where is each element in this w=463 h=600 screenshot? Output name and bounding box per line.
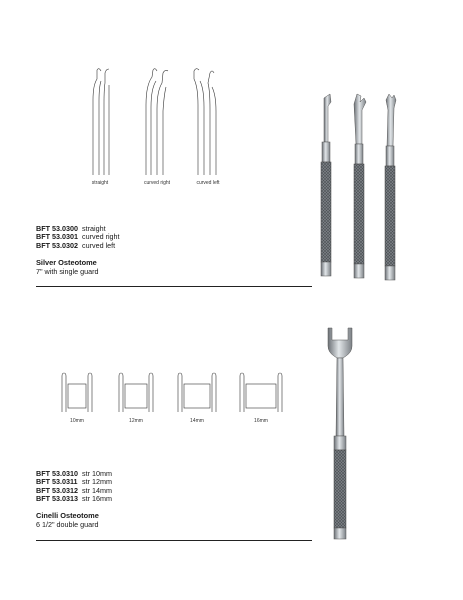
caption-16mm: 16mm xyxy=(254,418,268,424)
caption-curved-right: curved right xyxy=(143,180,171,186)
product-desc: straight xyxy=(82,224,106,233)
product-subtitle-cinelli: 6 1/2" double guard xyxy=(36,520,99,529)
product-desc: str 14mm xyxy=(82,485,112,495)
section-divider xyxy=(36,286,312,287)
product-desc: curved left xyxy=(82,240,116,250)
drawing-curved-left-osteotome xyxy=(188,65,224,175)
caption-curved-left: curved left xyxy=(196,180,220,186)
caption-14mm: 14mm xyxy=(190,418,204,424)
photo-instrument-straight xyxy=(321,94,331,276)
drawing-curved-right-osteotome xyxy=(138,65,174,175)
photo-silver-osteotomes xyxy=(316,92,416,287)
product-subtitle-silver: 7" with single guard xyxy=(36,267,99,276)
caption-10mm: 10mm xyxy=(70,418,84,424)
product-title-cinelli: Cinelli Osteotome xyxy=(36,511,99,520)
product-row xyxy=(36,242,120,250)
caption-12mm: 12mm xyxy=(129,418,143,424)
product-title-silver: Silver Osteotome xyxy=(36,258,97,267)
photo-instrument-curved-right xyxy=(354,94,366,278)
photo-instrument-curved-left xyxy=(385,94,396,280)
product-code: BFT 53.0312 xyxy=(36,485,78,495)
photo-cinelli-osteotome xyxy=(322,326,362,541)
product-code: BFT 53.0313 xyxy=(36,494,78,504)
section-divider xyxy=(36,540,312,541)
product-code: BFT 53.0301 xyxy=(36,232,78,242)
product-desc: str 10mm xyxy=(82,469,112,478)
product-desc: str 12mm xyxy=(82,477,112,487)
drawing-cinelli-12mm xyxy=(117,372,155,412)
product-desc: curved right xyxy=(82,232,120,242)
product-codes-cinelli xyxy=(36,470,112,504)
product-desc: str 16mm xyxy=(82,494,112,504)
drawing-straight-osteotome xyxy=(85,65,115,175)
drawing-cinelli-16mm xyxy=(238,372,284,412)
product-code: BFT 53.0310 xyxy=(36,469,78,478)
caption-straight: straight xyxy=(91,180,109,186)
product-code: BFT 53.0302 xyxy=(36,240,78,250)
drawing-cinelli-10mm xyxy=(60,372,94,412)
product-row xyxy=(36,495,112,503)
product-codes-silver xyxy=(36,225,120,250)
product-code: BFT 53.0311 xyxy=(36,477,78,487)
drawing-cinelli-14mm xyxy=(176,372,218,412)
product-code: BFT 53.0300 xyxy=(36,224,78,233)
